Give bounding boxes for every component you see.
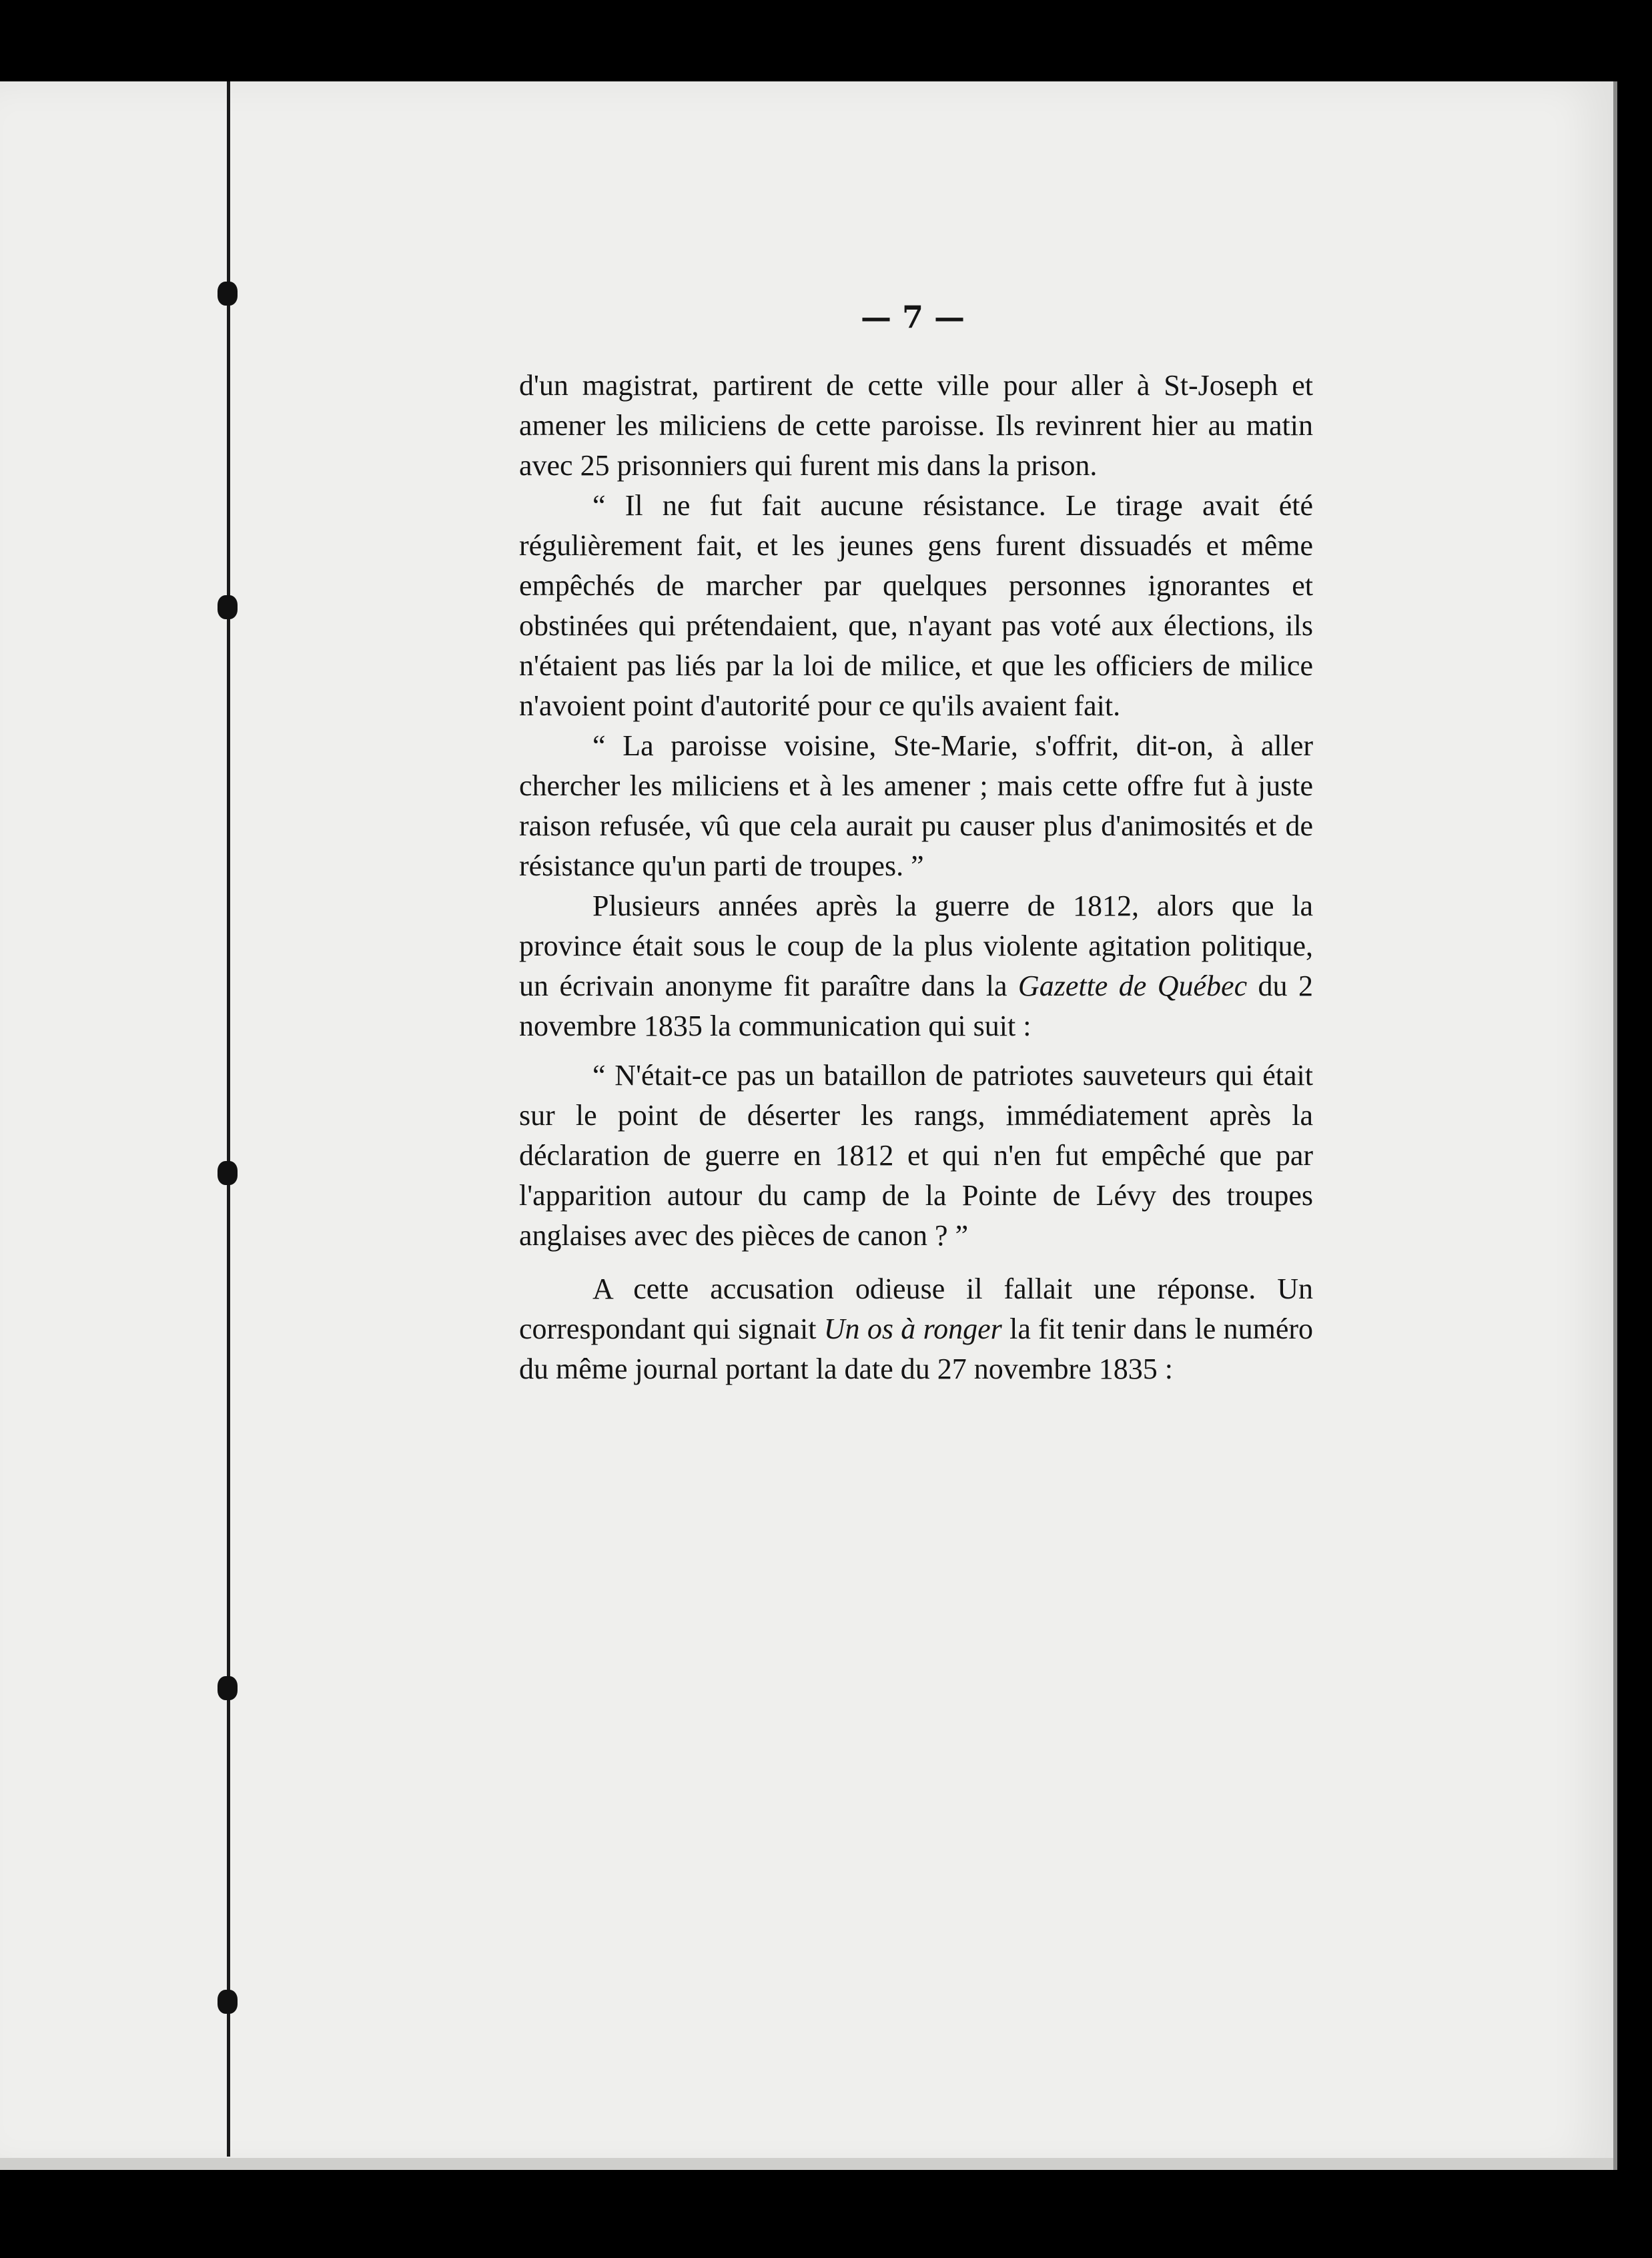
text-run: du 2 novembre 1835 la communication qui suit : xyxy=(519,970,1313,1042)
binding-staple xyxy=(218,1161,238,1185)
paragraph xyxy=(519,1269,1313,1389)
binding-spine xyxy=(227,81,230,2157)
paragraph: d'un magistrat, partirent de cette ville pour aller à St-Joseph et amener les miliciens de cette paroisse. Ils revinrent hier au matin avec 25 prisonniers qui furent mis dans la prison. xyxy=(519,369,1313,482)
quoted-paragraph: “ N'était-ce pas un bataillon de patriotes sauveteurs qui était sur le point de déserter les rangs, immédiatement après la déclaration de guerre en 1812 et qui n'en fut empêché que par l'apparition autour du camp de la Pointe de Lévy des troupes anglaises avec des pièces de canon ? ” xyxy=(519,1059,1313,1252)
paragraph: “ La paroisse voisine, Ste-Marie, s'offrit, dit-on, à aller chercher les miliciens et à les amener ; mais cette offre fut à juste raison refusée, vû que cela aurait pu causer plus d'animosités et de résistance qu'un parti de troupes. ” xyxy=(519,729,1313,882)
text-run: Plusieurs années après la guerre de 1812, alors que la province était sous le coup de la plus violente agitation politique, un écrivain anonyme fit paraître dans la xyxy=(519,889,1313,1002)
pseudonym: Un os à ronger xyxy=(823,1312,1002,1345)
binding-staple xyxy=(218,595,238,619)
binding-staple xyxy=(218,1676,238,1700)
paragraph: “ Il ne fut fait aucune résistance. Le tirage avait été régulièrement fait, et les jeunes gens furent dissuadés et même empêchés de marcher par quelques personnes ignorantes et obstinées qui prétendaient, que, n'ayant pas voté aux élections, ils n'étaient pas liés par la loi de milice, et que les officiers de milice n'avoient point d'autorité pour ce qu'ils avaient fait. xyxy=(519,489,1313,722)
text-run: A cette accusation odieuse il fallait une réponse. Un correspondant qui signait xyxy=(519,1272,1313,1345)
body-text xyxy=(519,366,1313,1389)
page-bottom-edge xyxy=(0,2158,1613,2170)
text-run: la fit tenir dans le numéro du même journal portant la date du 27 novembre 1835 : xyxy=(519,1312,1314,1385)
binding-staple xyxy=(218,1990,238,2014)
paragraph xyxy=(519,886,1313,1046)
newspaper-title: Gazette de Québec xyxy=(1017,970,1248,1002)
page-number: — 7 — xyxy=(861,299,965,335)
binding-staple xyxy=(218,282,238,306)
